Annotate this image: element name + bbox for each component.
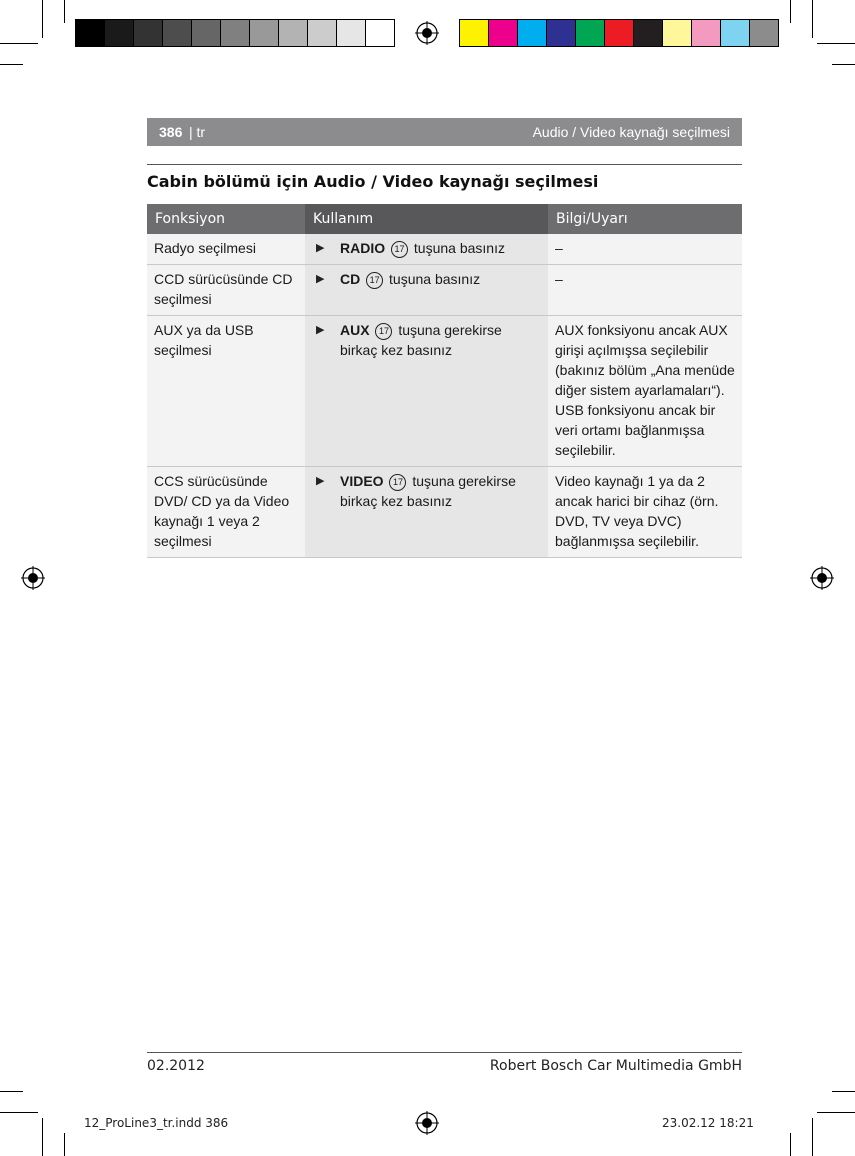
key-name: RADIO: [340, 240, 386, 256]
color-swatch: [546, 19, 576, 47]
usage-cell: [305, 467, 548, 558]
color-swatch: [459, 19, 489, 47]
table-row: [147, 316, 742, 467]
key-number-badge: 17: [366, 272, 383, 289]
crop-mark: [812, 1118, 813, 1156]
footer-date: 02.2012: [147, 1058, 205, 1074]
color-swatch: [488, 19, 518, 47]
action-text: tuşuna gerekirse birkaç kez basınız: [340, 322, 502, 358]
language-code: | tr: [189, 124, 206, 140]
arrow-icon: ▶: [316, 273, 325, 285]
crop-mark: [790, 0, 791, 23]
usage-cell: [305, 316, 548, 467]
color-swatch: [365, 19, 395, 47]
header-title: Audio / Video kaynağı seçilmesi: [532, 124, 730, 140]
key-number-badge: 17: [375, 323, 392, 340]
action-text: tuşuna basınız: [389, 271, 481, 287]
page-number: 386: [159, 124, 183, 140]
info-cell: –: [548, 234, 742, 265]
color-swatch: [133, 19, 163, 47]
color-swatch: [220, 19, 250, 47]
color-swatch: [307, 19, 337, 47]
function-cell: CCD sürücüsünde CD seçilmesi: [147, 265, 305, 316]
crop-mark: [0, 1112, 38, 1113]
info-cell: –: [548, 265, 742, 316]
crop-mark: [790, 1133, 791, 1156]
color-swatch: [575, 19, 605, 47]
crop-mark: [64, 0, 65, 23]
color-swatch: [517, 19, 547, 47]
color-swatch: [691, 19, 721, 47]
action-text: tuşuna basınız: [413, 240, 505, 256]
table-row: [147, 234, 742, 265]
arrow-icon: ▶: [316, 475, 325, 487]
color-swatch: [104, 19, 134, 47]
footer-company: Robert Bosch Car Multimedia GmbH: [489, 1058, 742, 1074]
key-name: VIDEO: [340, 473, 384, 489]
crop-mark: [42, 0, 43, 38]
registration-mark-icon: [415, 21, 439, 45]
crop-mark: [0, 43, 38, 44]
crop-mark: [832, 64, 855, 65]
section-rule: [147, 164, 742, 165]
crop-mark: [817, 1112, 855, 1113]
color-swatch: [249, 19, 279, 47]
crop-mark: [64, 1133, 65, 1156]
color-swatch: [162, 19, 192, 47]
color-swatch: [604, 19, 634, 47]
color-swatch: [278, 19, 308, 47]
column-header: Kullanım: [305, 204, 548, 234]
arrow-icon: ▶: [316, 242, 325, 254]
arrow-icon: ▶: [316, 324, 325, 336]
registration-mark-icon: [415, 1111, 439, 1135]
action-text: tuşuna gerekirse birkaç kez basınız: [340, 473, 516, 509]
section-title: Cabin bölümü için Audio / Video kaynağı seçilmesi: [147, 172, 599, 191]
crop-mark: [812, 0, 813, 38]
crop-mark: [0, 64, 23, 65]
column-header: Fonksiyon: [147, 204, 305, 234]
color-swatch: [191, 19, 221, 47]
crop-mark: [832, 1091, 855, 1092]
registration-mark-icon: [21, 566, 45, 590]
page-header: [147, 118, 742, 146]
crop-mark: [0, 1091, 23, 1092]
color-swatch: [749, 19, 779, 47]
key-number-badge: 17: [389, 474, 406, 491]
color-swatch: [720, 19, 750, 47]
slug-filename: 12_ProLine3_tr.indd 386: [84, 1116, 229, 1130]
color-swatch: [75, 19, 105, 47]
table-row: [147, 467, 742, 558]
key-name: AUX: [340, 322, 370, 338]
footer-rule: [147, 1052, 742, 1053]
color-swatch: [336, 19, 366, 47]
function-table: [147, 204, 742, 558]
info-cell: Video kaynağı 1 ya da 2 ancak harici bir cihaz (örn. DVD, TV veya DVC) bağlanmışsa seçilebilir.: [548, 467, 742, 558]
color-swatch: [662, 19, 692, 47]
slug-timestamp: 23.02.12 18:21: [662, 1116, 754, 1130]
registration-mark-icon: [810, 566, 834, 590]
crop-mark: [42, 1118, 43, 1156]
function-cell: Radyo seçilmesi: [147, 234, 305, 265]
usage-cell: [305, 234, 548, 265]
key-number-badge: 17: [391, 241, 408, 258]
function-cell: CCS sürücüsünde DVD/ CD ya da Video kaynağı 1 veya 2 seçilmesi: [147, 467, 305, 558]
color-swatch: [633, 19, 663, 47]
key-name: CD: [340, 271, 361, 287]
table-header-row: [147, 204, 742, 234]
crop-mark: [817, 43, 855, 44]
info-cell: AUX fonksiyonu ancak AUX girişi açılmışsa seçilebilir (bakınız bölüm „Ana menüde diğer sistem ayarlamaları“). USB fonksiyonu ancak bir veri ortamı bağlanmışsa seçilebilir.: [548, 316, 742, 467]
function-cell: AUX ya da USB seçilmesi: [147, 316, 305, 467]
table-row: [147, 265, 742, 316]
usage-cell: [305, 265, 548, 316]
column-header: Bilgi/Uyarı: [548, 204, 742, 234]
